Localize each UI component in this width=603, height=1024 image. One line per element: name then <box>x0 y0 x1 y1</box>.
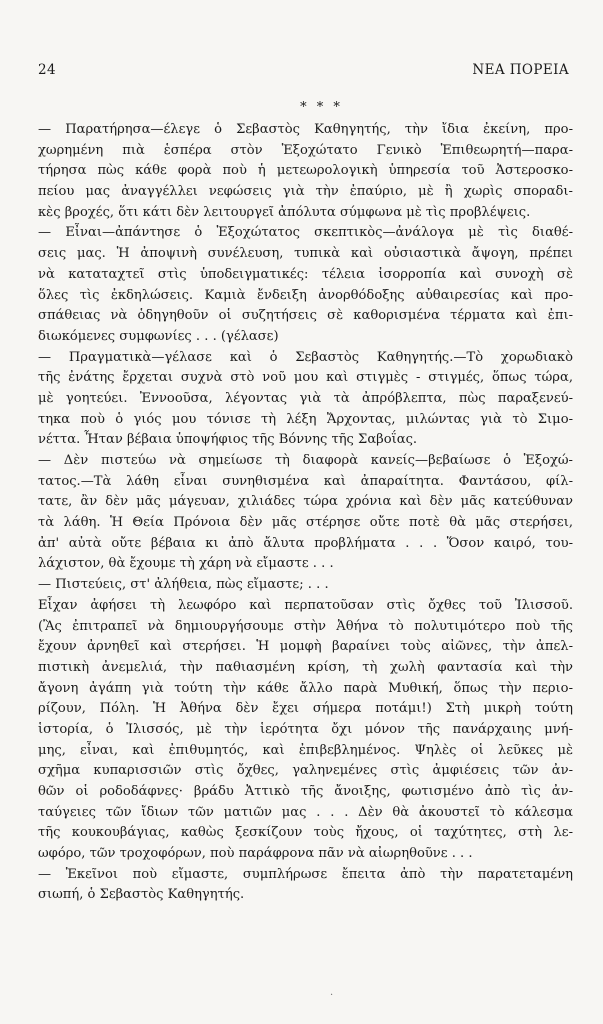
text-line: — Εἶναι—ἀπάντησε ὁ Ἐξοχώτατος σκεπτικὸς—ἀνάλογα μὲ τὶς διαθέ- <box>38 225 573 241</box>
text-line: μὲ γοητεύει. Ἐννοοῦσα, λέγοντας γιὰ τὰ ἀπρόβλεπτα, πὼς παραξενεύ- <box>38 390 573 406</box>
text-line: — Ἐκεῖνοι ποὺ εἴμαστε, συμπλήρωσε ἔπειτα ἀπὸ τὴν παρατεταμένη <box>38 866 573 882</box>
text-line: τατος.—Τὰ λάθη εἶναι συνηθισμένα καὶ ἀπαραίτητα. Φαντάσου, φίλ- <box>38 473 573 489</box>
text-line: σιωπή, ὁ Σεβαστὸς Καθηγητής. <box>38 887 245 903</box>
text-line: σχῆμα κυπαρισσιῶν στὶς ὄχθες, γαληνεμένες στὶς ἀμφιέσεις τῶν ἀν- <box>38 763 573 779</box>
text-line: διωκόμενες συμφωνίες . . . (γέλασε) <box>38 328 279 344</box>
printer-mark: · <box>330 990 334 1001</box>
text-line: (Ἂς ἐπιτραπεῖ νὰ δημιουργήσουμε στὴν Ἀθήνα τὸ πολυτιμότερο ποὺ τῆς <box>38 618 573 634</box>
text-line: θῶν οἱ ροδοδάφνες· βράδυ Ἀττικὸ τῆς ἄνοιξης, φωτισμένο ἀπὸ τὶς ἀν- <box>38 784 573 799</box>
text-line: — Παρατήρησα—έλεγε ὁ Σεβαστὸς Καθηγητής, τὴν ἴδια ἐκείνη, προ- <box>38 122 573 137</box>
text-line: τὰ λάθη. Ἡ Θεία Πρόνοια δὲν μᾶς στέρησε οὔτε ποτὲ θὰ μᾶς στερήσει, <box>38 515 573 531</box>
text-line: πείου μας ἀναγγέλλει νεφώσεις γιὰ τὴν ἐπαύριο, μὲ ἢ χωρὶς σποραδι- <box>38 184 573 200</box>
text-line: ἔχουν ἀρνηθεῖ καὶ στερήσει. Ἡ μομφὴ βαραίνει τοὺς αἰῶνες, τὴν ἀπελ- <box>38 639 573 655</box>
text-line: νὰ καταταχτεῖ στὶς ὑποδειγματικές: τέλεια ἰσορροπία καὶ συνοχὴ σὲ <box>38 266 573 282</box>
page-number: 24 <box>38 62 56 78</box>
section-separator: * * * <box>300 100 343 115</box>
text-line: ἀπ' αὐτὰ οὔτε βέβαια κι ἀπὸ ἄλυτα προβλήματα . . . Ὅσον καιρό, του- <box>38 535 573 551</box>
text-line: σπάθειας νὰ ὁδηγηθοῦν οἱ συζητήσεις σὲ καθορισμένα τέρματα καὶ ἐπι- <box>38 308 573 324</box>
body-text <box>38 120 573 906</box>
text-line: — Πραγματικὰ—γέλασε καὶ ὁ Σεβαστὸς Καθηγητής.—Τὸ χορωδιακὸ <box>38 349 573 365</box>
text-line: ωφόρο, τῶν τροχοφόρων, ποὺ παράφρονα πᾶν νὰ αἰωρηθοῦνε . . . <box>38 846 473 862</box>
text-line: σεις μας. Ἡ ἀποψινὴ συνέλευση, τυπικὰ καὶ οὐσιαστικὰ ἄψογη, πρέπει <box>38 246 573 262</box>
text-line: τήρησα πὼς κάθε φορὰ ποὺ ἡ μετεωρολογικὴ ὑπηρεσία τοῦ Ἀστεροσκο- <box>38 163 573 179</box>
text-line: νέττα. Ἦταν βέβαια ὑποψήφιος τῆς Βόννης τῆς Σαβοΐας. <box>38 432 418 448</box>
text-line: Εἶχαν ἀφήσει τὴ λεωφόρο καὶ περπατοῦσαν στὶς ὄχθες τοῦ Ἰλισσοῦ. <box>38 597 573 613</box>
text-line: ἱστορία, ὁ Ἰλισσός, μὲ τὴν ἱερότητα ὄχι μόνον τῆς πανάρχαιης μνή- <box>38 721 573 737</box>
text-line: κὲς βροχές, ὅτι κάτι δὲν λειτουργεῖ ἀπόλυτα σύμφωνα μὲ τὶς προβλέψεις. <box>38 204 531 220</box>
journal-title: ΝΕΑ ΠΟΡΕΙΑ <box>472 62 569 78</box>
running-head <box>38 62 569 78</box>
text-line: ρίζουν, Πόλη. Ἡ Ἀθήνα δὲν ἔχει σήμερα ποτάμι!) Στὴ μικρὴ τούτη <box>38 701 573 717</box>
text-line: λάχιστον, θὰ ἔχουμε τὴ χάρη νὰ εἴμαστε . . . <box>38 556 334 572</box>
text-line: τῆς κουκουβάγιας, καθὼς ξεσκίζουν τοὺς ἤχους, οἱ ταχύτητες, στὴ λε- <box>38 825 573 841</box>
text-line: τηκα ποὺ ὁ γιός μου τόνισε τὴ λέξη Ἄρχοντας, μιλώντας γιὰ τὸ Σιμο- <box>38 411 573 427</box>
text-line: ταύγειες τῶν ἴδιων τῶν ματιῶν μας . . . Δὲν θὰ ἀκουστεῖ τὸ κάλεσμα <box>38 804 573 820</box>
text-line: χωρημένη πιὰ ἑσπέρα στὸν Ἐξοχώτατο Γενικὸ Ἐπιθεωρητή—παρα- <box>38 142 573 158</box>
text-line: — Πιστεύεις, στ' ἀλήθεια, πὼς εἴμαστε; . . . <box>38 577 329 593</box>
text-line: τατε, ἂν δὲν μᾶς μάγευαν, χιλιάδες τώρα χρόνια καὶ δὲν μᾶς κατεύθυναν <box>38 494 573 510</box>
text-line: — Δὲν πιστεύω νὰ σημείωσε τὴ διαφορὰ κανείς—βεβαίωσε ὁ Ἐξοχώ- <box>38 453 573 468</box>
text-line: ἄγονη ἀγάπη γιὰ τούτη τὴν κάθε ἄλλο παρὰ Μυθική, ὅπως τὴν περιο- <box>38 680 573 696</box>
text-line: τῆς ἐνάτης ἔρχεται συχνὰ στὸ νοῦ μου καὶ στιγμὲς - στιγμές, ὅπως τώρα, <box>38 370 573 386</box>
text-line: πιστικὴ ἀνεμελιά, τὴν παθιασμένη κρίση, τὴ χωλὴ φαντασία καὶ τὴν <box>38 659 573 675</box>
text-line: μης, εἶναι, καὶ ἐπιθυμητός, καὶ ἐπιβεβλημένος. Ψηλὲς οἱ λεῦκες μὲ <box>38 742 573 758</box>
text-line: ὅλες τὶς ἐκδηλώσεις. Καμιὰ ἔνδειξη ἀνορθόδοξης αὐθαιρεσίας καὶ προ- <box>38 287 573 303</box>
